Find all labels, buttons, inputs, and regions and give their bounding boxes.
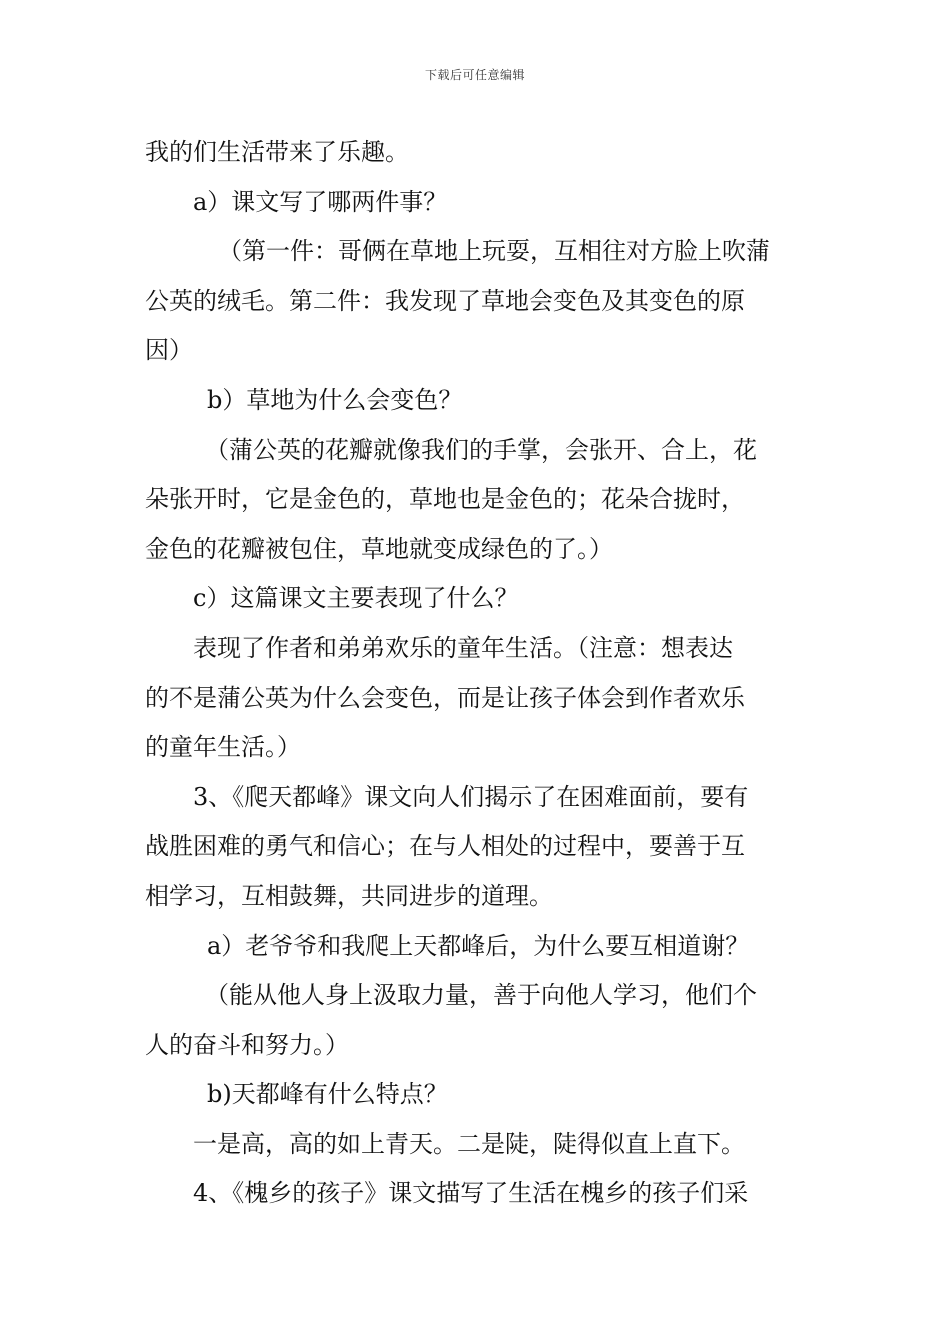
line-text: 我的们生活带来了乐趣。 [145, 138, 409, 166]
text-line [145, 227, 810, 277]
line-text: 朵张开时，它是金色的，草地也是金色的；花朵合拢时， [145, 485, 745, 514]
text-line [145, 773, 810, 823]
line-text: 的不是蒲公英为什么会变色，而是让孩子体会到作者欢乐 [145, 683, 745, 712]
text-line [145, 426, 810, 476]
text-line [145, 822, 810, 872]
line-text: （能从他人身上汲取力量，善于向他人学习，他们个 [205, 981, 757, 1010]
text-line [145, 1021, 810, 1071]
line-text: 公英的绒毛。第二件：我发现了草地会变色及其变色的原 [145, 286, 745, 315]
line-text: 因） [145, 336, 193, 365]
text-line [145, 624, 810, 674]
line-text: 表现了作者和弟弟欢乐的童年生活。（注意：想表达 [193, 633, 733, 662]
text-line [145, 178, 810, 228]
text-line [145, 128, 810, 178]
line-text: 战胜困难的勇气和信心；在与人相处的过程中，要善于互 [145, 832, 745, 861]
line-text: 4、《槐乡的孩子》课文描写了生活在槐乡的孩子们采 [193, 1179, 749, 1208]
text-line [145, 475, 810, 525]
line-text: 金色的花瓣被包住，草地就变成绿色的了。） [145, 534, 613, 563]
line-text: （蒲公英的花瓣就像我们的手掌，会张开、合上，花 [205, 435, 757, 464]
document-body [145, 128, 810, 1219]
line-text: 相学习，互相鼓舞，共同进步的道理。 [145, 881, 553, 910]
line-text: b）草地为什么会变色？ [207, 385, 463, 414]
text-line [145, 376, 810, 426]
text-line [145, 326, 810, 376]
line-text: a）老爷爷和我爬上天都峰后，为什么要互相道谢？ [207, 931, 750, 960]
line-text: （第一件：哥俩在草地上玩耍，互相往对方脸上吹蒲 [218, 237, 770, 266]
text-line [145, 674, 810, 724]
line-text: c）这篇课文主要表现了什么？ [193, 584, 519, 613]
text-line [145, 1070, 810, 1120]
line-text: 的童年生活。） [145, 733, 301, 762]
text-line [145, 872, 810, 922]
page-header: 下载后可任意编辑 [424, 68, 525, 82]
text-line [145, 574, 810, 624]
line-text: 3、《爬天都峰》课文向人们揭示了在困难面前，要有 [193, 782, 749, 811]
line-text: b)天都峰有什么特点？ [207, 1080, 448, 1109]
text-line [145, 971, 810, 1021]
text-line [145, 277, 810, 327]
text-line [145, 525, 810, 575]
line-text: 一是高，高的如上青天。二是陡，陡得似直上直下。 [193, 1129, 745, 1158]
text-line [145, 723, 810, 773]
text-line [145, 1169, 810, 1219]
text-line [145, 1120, 810, 1170]
line-text: 人的奋斗和努力。） [145, 1030, 349, 1059]
text-line [145, 922, 810, 972]
line-text: a）课文写了哪两件事？ [193, 187, 448, 216]
